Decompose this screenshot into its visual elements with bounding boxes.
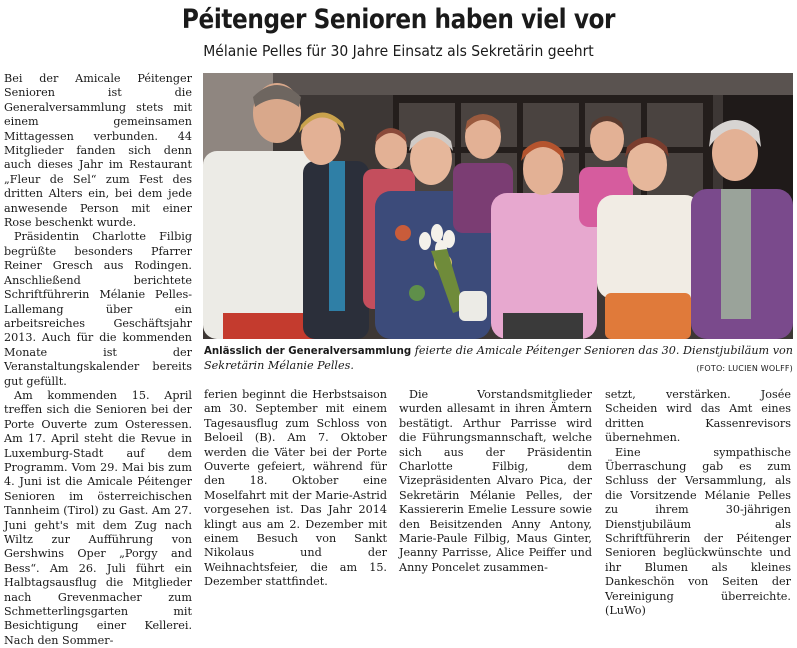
photo-caption — [204, 344, 793, 377]
article-subheadline: Mélanie Pelles für 30 Jahre Einsatz als Sekretärin geehrt — [203, 42, 594, 60]
paragraph: Die Vorstandsmitglieder wurden allesamt in ihren Ämtern bestätigt. Arthur Parrisse wird die Führungsmannschaft, welche sich aus der Präsidentin Charlotte Filbig, dem Vizepräsidenten Alvaro Pica, der Sekretärin Mélanie Pelles, der Kassiererin Emelie Lessure sowie den Beisitzenden Anny Antony, Marie-Paule Filbig, Maus Ginter, Jeanny Parrisse, Alice Peiffer und Anny Poncelet zusammen- — [399, 388, 592, 574]
paragraph: Eine sympathische Überraschung gab es zum Schluss der Versammlung, als die Vorsitzende Mélanie Pelles zu ihrem 30-jährigen Dienstjubiläum als Schriftführerin der Péitenger Senioren beglückwünschte und ihr Blumen als kleines Dankeschön von Seiten der Vereinigung überreichte. (LuWo) — [605, 445, 791, 618]
article-headline: Péitenger Senioren haben viel vor — [181, 4, 616, 35]
caption-text: feierte die Amicale Péitenger Senioren das 30. Dienstjubiläum von Sekretärin Mélanie Pelles. — [204, 344, 793, 373]
article-column-3 — [399, 388, 592, 575]
article-column-2 — [204, 388, 387, 590]
paragraph: Präsidentin Charlotte Filbig begrüßte besonders Pfarrer Reiner Gresch aus Rodingen. Anschließend berichtete Schriftführerin Mélanie Pelles-Lallemang über ein arbeitsreiches Geschäftsjahr 2013. Auch für die kommenden Monate ist der Veranstaltungskalender bereits gut gefüllt. — [4, 230, 192, 388]
paragraph: Am kommenden 15. April treffen sich die Senioren bei der Porte Ouverte zum Osteressen. Am 17. April steht die Revue in Luxemburg-Stadt auf dem Programm. Vom 29. Mai bis zum 4. Juni ist die Amicale Péitenger Senioren im österreichischen Tannheim (Tirol) zu Gast. Am 27. Juni geht's mit dem Zug nach Wiltz zur Aufführung von Gershwins Oper „Porgy and Bess“. Am 26. Juli führt ein Halbtagsausflug die Mitglieder nach Grevenmacher zum Schmetterlingsgarten mit Besichtigung einer Kellerei. Nach den Sommer- — [4, 388, 192, 647]
article-column-4 — [605, 388, 791, 619]
article-column-1 — [4, 72, 192, 648]
paragraph: setzt, verstärken. Josée Scheiden wird das Amt eines dritten Kassenrevisors übernehmen. — [605, 388, 791, 445]
group-photo — [203, 73, 793, 339]
caption-lead: Anlässlich der Generalversammlung — [204, 346, 412, 357]
paragraph: ferien beginnt die Herbstsaison am 30. September mit einem Tagesausflug zum Schloss von Beloeil (B). Am 7. Oktober werden die Väter bei der Porte Ouverte gefeiert, während für den 18. Oktober eine Moselfahrt mit der Marie-Astrid vorgesehen ist. Das Jahr 2014 klingt aus am 2. Dezember mit einem Besuch von Sankt Nikolaus und der Weihnachtsfeier, die am 15. Dezember stattfindet. — [204, 388, 387, 589]
paragraph: Bei der Amicale Péitenger Senioren ist die Generalversammlung stets mit einem gemeinsamen Mittagessen verbunden. 44 Mitglieder fanden sich denn auch dieses Jahr im Restaurant „Fleur de Sel“ zum Fest des dritten Alters ein, bei dem jede anwesende Person mit einer Rose beschenkt wurde. — [4, 72, 192, 230]
photo-credit: (FOTO: LUCIEN WOLFF) — [696, 364, 793, 374]
group-photo-illustration — [203, 73, 793, 339]
